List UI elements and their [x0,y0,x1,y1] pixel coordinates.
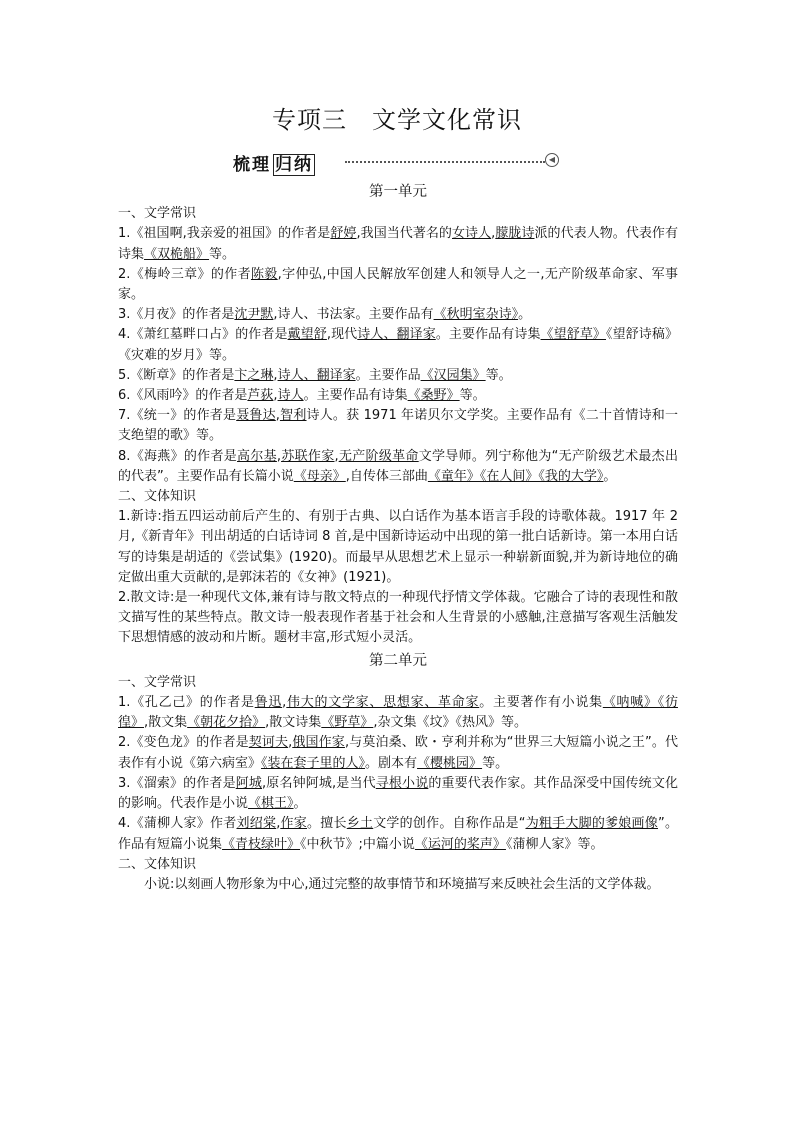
underlined-answer: 鲁迅 [254,695,283,711]
underlined-answer: 戴望舒 [287,327,327,343]
text-run: 《望舒诗稿》《灾难的岁月》等。 [118,327,678,363]
paragraph [118,325,678,365]
section-heading: 二、文体知识 [118,489,197,505]
underlined-answer: 作家 [280,816,308,832]
underlined-answer: 《母亲》 [293,468,346,484]
paragraph [118,875,678,895]
text-run: 等。 [482,755,509,771]
section-banner [233,150,563,175]
paragraph [118,447,678,487]
underlined-answer: 苏联作家 [281,448,335,464]
text-run: 。 [603,468,617,484]
underlined-answer: 伟大的文学家、思想家、革命家 [286,695,480,711]
text-run: 文学的创作。自称作品是“ [373,816,526,832]
text-run: 1.《祖国啊,我亲爱的祖国》的作者是 [118,226,331,242]
text-run: , [334,448,339,464]
underlined-answer: 《呐喊》《彷徨》 [118,695,678,731]
text-run: 等。 [209,246,236,262]
underlined-answer: 舒婷 [330,226,357,242]
text-run: 2.《变色龙》的作者是 [118,735,249,751]
dotted-rule [345,161,545,163]
text-run: ,自传体三部曲 [345,468,428,484]
underlined-answer: 沈尹默 [234,307,274,323]
section-heading: 一、文学常识 [118,206,197,222]
text-run: 1.《孔乙己》的作者是 [118,695,255,711]
text-run: 《蒲柳人家》等。 [505,836,604,852]
text-run: 等。 [485,367,512,383]
underlined-answer: 卞之琳 [234,367,274,383]
paragraph [118,693,678,733]
text-run: 。主要著作有小说集 [479,695,603,711]
text-run: 4.《蒲柳人家》作者 [118,816,237,832]
paragraph [118,366,678,386]
text-run: 。 [293,796,307,812]
text-run: , [273,367,278,383]
underlined-answer: 《双桅船》 [144,246,210,262]
text-run: 。主要作品 [355,367,421,383]
text-run: 小说:以刻画人物形象为中心,通过完整的故事情节和环境描写来反映社会生活的文学体裁。 [144,876,660,892]
text-run: 7.《统一》的作者是 [118,408,237,424]
banner-label [233,150,315,175]
underlined-answer: 寻根小说 [375,775,429,791]
section-heading: 一、文学常识 [118,674,197,690]
underlined-answer: 《秋明室杂诗》 [433,307,519,323]
text-run: ,原名钟阿城,是当代 [262,775,376,791]
text-run: 《中秋节》;中篇小说 [300,836,415,852]
unit-heading: 第二单元 [369,652,427,669]
text-run: , [282,695,287,711]
underlined-answer: 阿城 [235,775,263,791]
paragraph [118,507,678,588]
paragraph [118,406,678,446]
text-run: ,散文诗集 [265,715,322,731]
underlined-answer: 朦胧诗 [495,226,535,242]
underlined-answer: 乡土 [346,816,374,832]
text-run: 文学导师。列宁称他为“无产阶级艺术最杰出的代表”。主要作品有长篇小说 [118,448,678,484]
text-run: 。擅长 [307,816,347,832]
paragraph [118,774,678,814]
document-body [118,180,678,895]
text-run: , [491,226,496,242]
text-run: , [288,735,293,751]
underlined-answer: 女诗人 [452,226,492,242]
text-run: 2.散文诗:是一种现代文体,兼有诗与散文特点的一种现代抒情文学体裁。它融合了诗的表现性和散文描写性的某些特点。散文诗一般表现作者基于社会和人生背景的小感触,注意描写客观生活触发下思想情感的波动和片断。题材丰富,形式短小灵活。 [118,590,678,646]
underlined-answer: 无产阶级革命 [338,448,419,464]
text-run: , [276,816,281,832]
text-run: , [276,448,282,464]
text-run: ,我国当代著名的 [356,226,452,242]
text-run: ,现代 [326,327,358,343]
paragraph [118,305,678,325]
text-run: 1.新诗:指五四运动前后产生的、有别于古典、以白话作为基本语言手段的诗歌体裁。1917 年 2 月,《新青年》刊出胡适的白话诗词 8 首,是中国新诗运动中出现的第一批白话新诗。第一本用白话写的诗集是胡适的《尝试集》(1920)。而最早从思想艺术上显示一种崭新面貌,并为新诗地位的确定做出重大贡献的,是郭沫若的《女神》(1921)。 [118,509,678,585]
underlined-answer: 诗人 [277,388,304,404]
underlined-answer: 《朝花夕拾》 [187,715,266,731]
paragraph [118,733,678,773]
text-run: ,杂文集《坟》《热风》等。 [373,715,527,731]
text-run: 诗人。获 1971 年诺贝尔文学奖。主要作品有《二十首情诗和一支绝望的歌》等。 [118,408,678,444]
underlined-answer: 《樱桃园》 [417,755,483,771]
page-title: 专项三 文学文化常识 [272,106,522,134]
text-run: 4.《萧红墓畔口占》的作者是 [118,327,288,343]
underlined-answer: 智利 [279,408,307,424]
text-run: 的重要代表作家。其作品深受中国传统文化的影响。代表作是小说 [118,775,678,812]
underlined-answer: 《童年》《在人间》《我的大学》 [427,468,604,484]
underlined-answer: 芦荻 [247,388,274,404]
text-run: 6.《风雨吟》的作者是 [118,388,248,404]
underlined-answer: 俄国作家 [292,735,345,751]
banner-label-boxed: 归纳 [275,155,313,175]
text-run: 。主要作品有诗集 [303,388,408,404]
text-run: 8.《海燕》的作者是 [118,448,238,464]
paragraph [118,224,678,264]
underlined-answer: 刘绍棠 [236,816,277,832]
text-run: 5.《断章》的作者是 [118,367,235,383]
underlined-answer: 《桑野》 [407,388,460,404]
text-run: , [273,388,278,404]
unit-heading: 第一单元 [369,184,427,200]
arrow-end-icon: ◀ [545,153,559,167]
underlined-answer: 《棋王》 [248,796,294,812]
underlined-answer: 《运河的桨声》 [414,836,506,852]
text-run: 3.《溜索》的作者是 [118,775,236,791]
text-run: 。剧本有 [365,755,418,771]
underlined-answer: 契诃夫 [248,735,289,751]
underlined-answer: 《装在套子里的人》 [261,755,366,771]
text-run: 。主要作品有诗集 [435,327,541,343]
section-heading: 二、文体知识 [118,856,197,872]
banner-label-prefix: 梳理 [233,155,271,175]
text-run: ,诗人、书法家。主要作品有 [273,307,434,323]
underlined-answer: 诗人、翻译家 [357,327,436,343]
underlined-answer: 诗人、翻译家 [277,367,356,383]
text-run: 等。 [459,388,486,404]
text-run: 。 [518,307,532,323]
paragraph [118,386,678,406]
text-run: ”。作品有短篇小说集 [118,816,678,852]
text-run: 派的代表人物。代表作有诗集 [118,226,678,262]
text-run: , [275,408,280,424]
paragraph [118,588,678,649]
underlined-answer: 高尔基 [237,448,277,464]
underlined-answer: 为粗手大脚的爹娘画像 [525,816,658,832]
underlined-answer: 《野草》 [321,715,374,731]
underlined-answer: 聂鲁达 [236,408,276,424]
paragraph [118,265,678,305]
underlined-answer: 《汉园集》 [420,367,486,383]
paragraph [118,814,678,854]
text-run: ,字仲弘,中国人民解放军创建人和领导人之一,无产阶级革命家、军事家。 [118,266,678,303]
underlined-answer: 《青枝绿叶》 [222,836,301,852]
text-run: ,散文集 [144,715,188,731]
text-run: 2.《梅岭三章》的作者 [118,266,251,282]
underlined-answer: 《望舒草》 [540,327,606,343]
underlined-answer: 陈毅 [250,266,278,282]
text-run: 3.《月夜》的作者是 [118,307,235,323]
text-run: ,与莫泊桑、欧・亨利并称为“世界三大短篇小说之王”。代表作有小说《第六病室》 [118,735,678,771]
